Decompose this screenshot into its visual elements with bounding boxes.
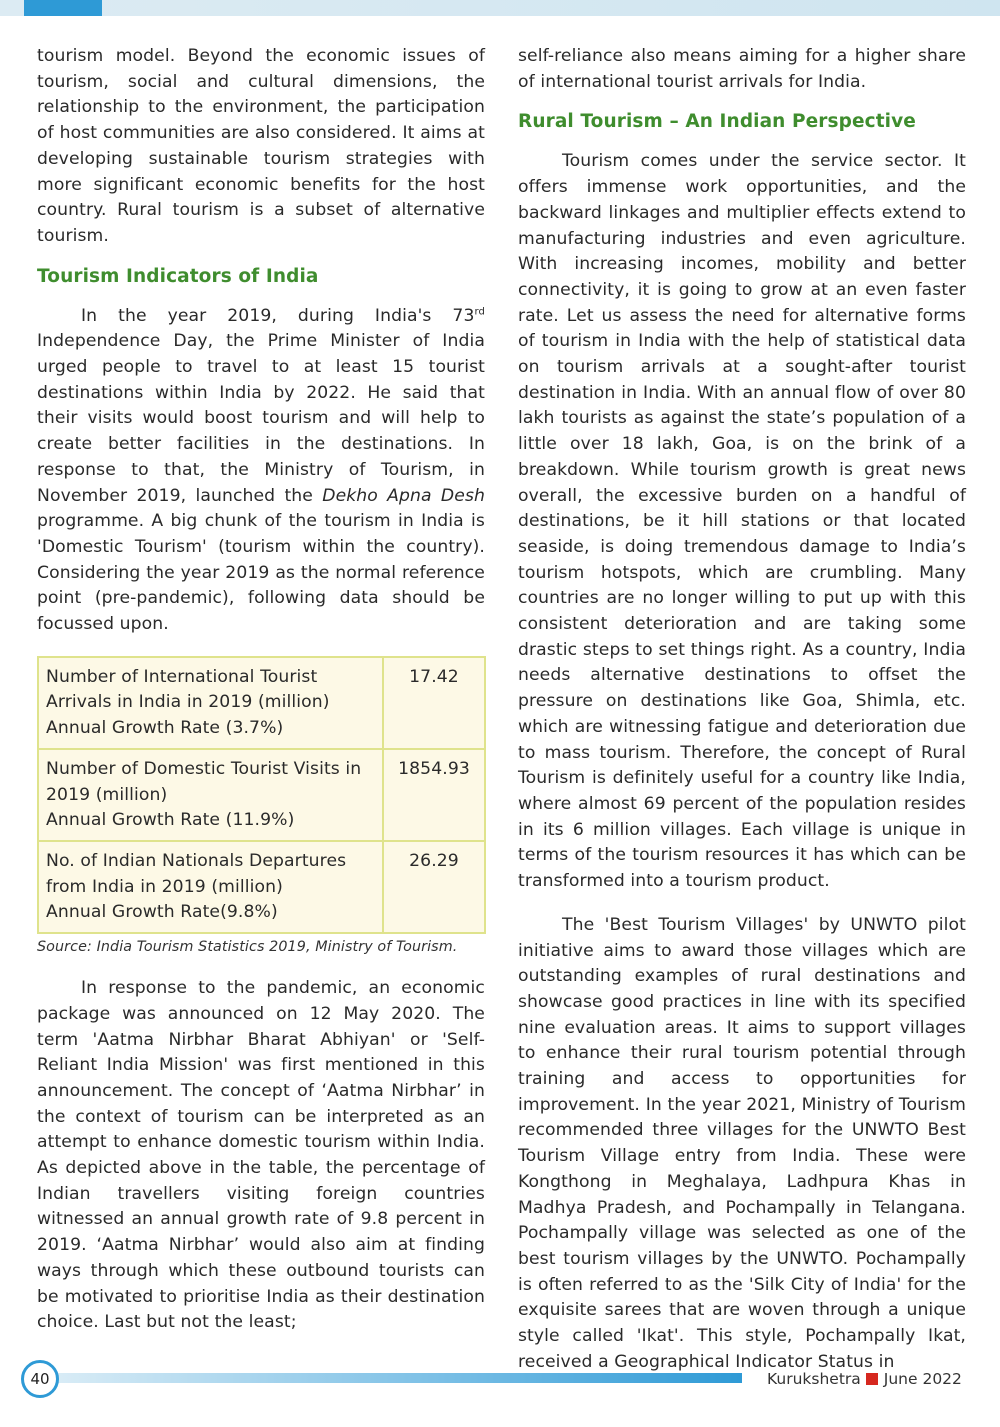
top-decorative-band xyxy=(0,0,1000,16)
table-cell-value: 17.42 xyxy=(383,657,485,749)
footer-publication xyxy=(767,1368,962,1390)
right-column xyxy=(518,44,966,1375)
table-row xyxy=(38,657,485,749)
left-paragraph-2: In the year 2019, during India's 73rd Independence Day, the Prime Minister of India urged people to travel to at least 15 tourist destinations within India by 2022. He said that their visits would boost tourism and will help to create better facilities in the destinations. In response to that, the Ministry of Tourism, in November 2019, launched the Dekho Apna Desh programme. A big chunk of the tourism in India is 'Domestic Tourism' (tourism within the country). Considering the year 2019 as the normal reference point (pre-pandemic), following data should be focussed upon. xyxy=(37,305,485,635)
left-column xyxy=(37,44,485,1336)
issue-date: June 2022 xyxy=(883,1370,962,1388)
heading-tourism-indicators: Tourism Indicators of India xyxy=(37,265,319,287)
left-paragraph-1: tourism model. Beyond the economic issues of tourism, social and cultural dimensions, the relationship to the environment, the participation of host communities are also considered. It aims at developing sustainable tourism strategies with more significant economic benefits for the host country. Rural tourism is a subset of alternative tourism. xyxy=(37,46,485,246)
right-paragraph-2: Tourism comes under the service sector. It offers immense work opportunities, and the backward linkages and multiplier effects extend to manufacturing industries and even agriculture. With increasing incomes, mobility and better connectivity, it is going to grow at an even faster rate. Let us assess the need for alternative forms of tourism in India with the help of statistical data on tourism arrivals at a sought-after tourist destination in India. With an annual flow of over 80 lakh tourists as against the state’s population of a little over 18 lakh, Goa, is on the brink of a breakdown. While tourism growth is great news overall, the excessive burden on a handful of destinations, be it hill stations or that located seaside, is doing tremendous damage to India’s tourism hotspots, which are crumbling. Many countries are no longer willing to put up with this consistent deterioration and are taking some drastic steps to set things right. As a country, India needs alternative destinations to offset the pressure on destinations like Goa, Shimla, etc. which are witnessing fatigue and deterioration due to mass tourism. Therefore, the concept of Rural Tourism is definitely useful for a country like India, where almost 69 percent of the population resides in its 6 million villages. Each village is unique in terms of the tourism resources it has which can be transformed into a tourism product. xyxy=(518,151,966,892)
right-paragraph-3: The 'Best Tourism Villages' by UNWTO pilot initiative aims to award those villages which are outstanding examples of rural destinations and showcase good practices in line with its specified nine evaluation areas. It aims to support villages to enhance their rural tourism potential through training and access to opportunities for improvement. In the year 2021, Ministry of Tourism recommended three villages for the UNWTO Best Tourism Village entry from India. These were Kongthong in Meghalaya, Ladhpura Khas in Madhya Pradesh, and Pochampally in Telangana. Pochampally village was selected as one of the best tourism villages by the UNWTO. Pochampally is often referred to as the 'Silk City of India' for the exquisite sarees that are woven through a unique style called 'Ikat'. This style, Pochampally Ikat, received a Geographical Indicator Status in xyxy=(518,914,966,1372)
table-source-note: Source: India Tourism Statistics 2019, Ministry of Tourism. xyxy=(37,939,458,956)
table-cell-label: Number of Domestic Tourist Visits in 2019 (million) Annual Growth Rate (11.9%) xyxy=(38,749,383,841)
page-number-badge: 40 xyxy=(21,1360,59,1398)
table-row xyxy=(38,841,485,933)
magazine-name: Kurukshetra xyxy=(767,1370,861,1388)
top-accent-block xyxy=(24,0,102,16)
footer-gradient-bar xyxy=(56,1373,742,1383)
table-cell-label: No. of Indian Nationals Departures from India in 2019 (million) Annual Growth Rate(9.8%) xyxy=(38,841,383,933)
heading-rural-tourism: Rural Tourism – An Indian Perspective xyxy=(518,111,916,133)
programme-name: Dekho Apna Desh xyxy=(322,485,485,506)
superscript-rd: rd xyxy=(474,305,485,317)
right-paragraph-1: self-reliance also means aiming for a higher share of international tourist arrivals for India. xyxy=(518,46,966,92)
table-cell-value: 1854.93 xyxy=(383,749,485,841)
table-cell-value: 26.29 xyxy=(383,841,485,933)
table-row xyxy=(38,749,485,841)
table-cell-label: Number of International Tourist Arrivals in India in 2019 (million) Annual Growth Rate (3.7%) xyxy=(38,657,383,749)
tourism-statistics-table xyxy=(37,656,486,934)
red-square-icon xyxy=(866,1373,878,1385)
page-footer xyxy=(0,1358,1000,1403)
left-paragraph-3: In response to the pandemic, an economic package was announced on 12 May 2020. The term 'Aatma Nirbhar Bharat Abhiyan' or 'Self-Reliant India Mission' was first mentioned in this announcement. The concept of ‘Aatma Nirbhar’ in the context of tourism can be interpreted as an attempt to enhance domestic tourism within India. As depicted above in the table, the percentage of Indian travellers visiting foreign countries witnessed an annual growth rate of 9.8 percent in 2019. ‘Aatma Nirbhar’ would also aim at finding ways through which these outbound tourists can be motivated to prioritise India as their destination choice. Last but not the least; xyxy=(37,978,485,1333)
